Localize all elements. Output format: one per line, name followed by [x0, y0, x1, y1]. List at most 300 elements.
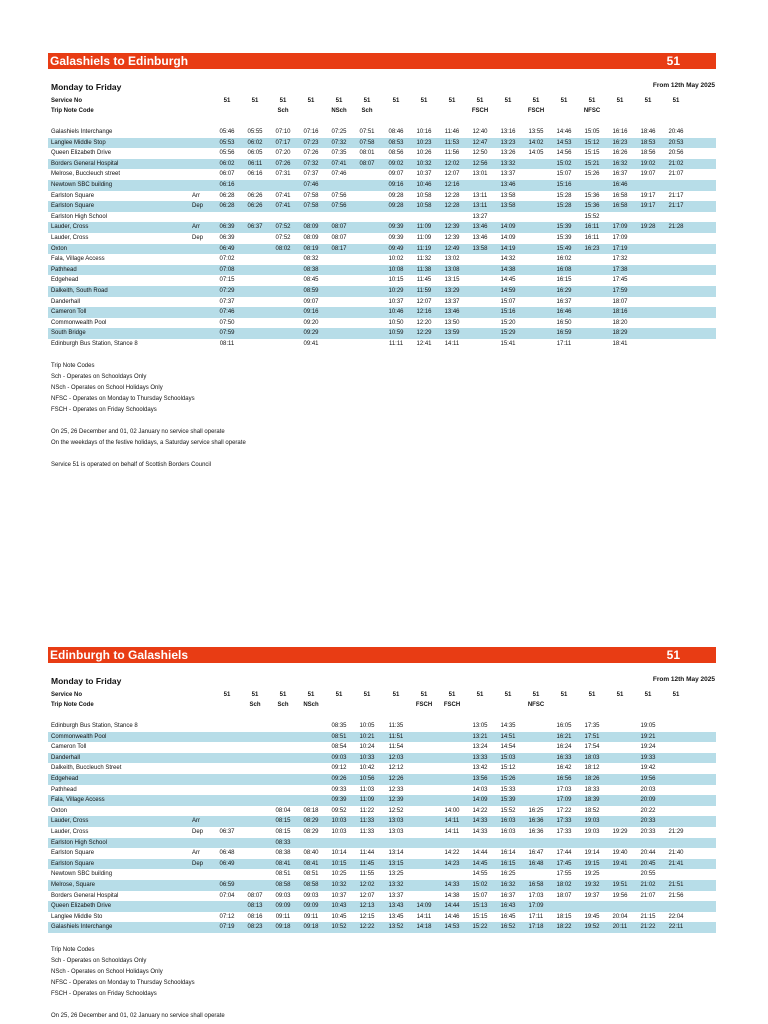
- departure-time: 08:41: [303, 860, 319, 867]
- departure-time: 10:46: [388, 309, 404, 316]
- departure-time: 07:56: [331, 203, 347, 210]
- departure-time: 12:07: [416, 298, 432, 305]
- service-number: 51: [672, 692, 680, 698]
- trip-note-code: Sch: [277, 108, 289, 114]
- departure-time: 16:26: [612, 150, 628, 157]
- trip-note-code: FSCH: [443, 702, 461, 708]
- departure-time: 17:45: [612, 277, 628, 284]
- service-number-label: Service No: [51, 98, 83, 104]
- departure-time: 20:11: [612, 924, 628, 931]
- departure-time: 16:11: [584, 234, 600, 241]
- departure-time: 08:16: [247, 913, 263, 920]
- departure-time: 14:38: [500, 266, 516, 273]
- departure-time: 12:13: [359, 903, 375, 910]
- service-number: 51: [616, 692, 624, 698]
- departure-time: 16:08: [556, 266, 572, 273]
- departure-time: 16:36: [528, 818, 544, 825]
- departure-time: 13:32: [500, 160, 516, 167]
- departure-time: 15:07: [472, 892, 488, 899]
- service-number: 51: [476, 692, 484, 698]
- departure-time: 16:37: [500, 892, 516, 899]
- service-number: 51: [279, 692, 287, 698]
- departure-time: 08:17: [331, 245, 347, 252]
- service-number: 51: [223, 692, 231, 698]
- departure-time: 12:26: [388, 775, 404, 782]
- departure-time: 07:46: [219, 309, 235, 316]
- departure-time: 08:07: [247, 892, 263, 899]
- departure-time: 14:51: [500, 733, 516, 740]
- departure-time: 18:03: [584, 754, 600, 761]
- timetable-row: [48, 869, 716, 880]
- service-number-label: Service No: [51, 692, 83, 698]
- departure-time: 14:05: [528, 150, 544, 157]
- arr-dep-label: Dep: [192, 860, 204, 867]
- departure-time: 15:36: [584, 203, 600, 210]
- footnote-line: Service 51 is operated on behalf of Scottish Borders Council: [51, 462, 212, 469]
- service-number: 51: [476, 98, 484, 104]
- departure-time: 11:33: [359, 828, 375, 835]
- departure-time: 10:37: [416, 171, 432, 178]
- departure-time: 10:32: [416, 160, 432, 167]
- departure-time: 14:11: [444, 340, 460, 347]
- departure-time: 17:45: [556, 860, 572, 867]
- departure-time: 21:40: [668, 850, 684, 857]
- departure-time: 08:56: [388, 150, 404, 157]
- timetable-row: [48, 753, 716, 764]
- departure-time: 05:55: [247, 129, 263, 135]
- departure-time: 06:02: [219, 160, 235, 167]
- departure-time: 16:52: [500, 924, 516, 931]
- departure-time: 10:45: [331, 913, 347, 920]
- timetable-row: [48, 169, 716, 180]
- departure-time: 21:15: [640, 913, 656, 920]
- departure-time: 16:24: [556, 744, 572, 751]
- departure-time: 17:22: [556, 807, 572, 814]
- departure-time: 08:38: [275, 850, 291, 857]
- departure-time: 16:23: [584, 245, 600, 252]
- timetable-row: [48, 254, 716, 265]
- departure-time: 08:58: [303, 881, 319, 888]
- departure-time: 07:08: [219, 266, 235, 273]
- stop-name: Dalkeith, South Road: [51, 287, 108, 294]
- timetable-row: [48, 297, 716, 308]
- departure-time: 20:46: [668, 129, 684, 135]
- departure-time: 18:12: [584, 765, 600, 772]
- effective-date: From 12th May 2025: [652, 676, 715, 683]
- departure-time: 07:52: [275, 224, 291, 231]
- departure-time: 18:52: [584, 807, 600, 814]
- timetable-row: [48, 742, 716, 753]
- departure-time: 16:36: [528, 828, 544, 835]
- service-number: 51: [307, 692, 315, 698]
- service-number: 51: [448, 692, 456, 698]
- service-number: 51: [448, 98, 456, 104]
- departure-time: 21:56: [668, 892, 684, 899]
- departure-time: 11:09: [416, 224, 432, 231]
- departure-time: 12:12: [388, 765, 404, 772]
- departure-time: 09:39: [388, 234, 404, 241]
- timetable-row: [48, 827, 716, 838]
- departure-time: 08:11: [219, 340, 235, 347]
- departure-time: 12:22: [359, 924, 375, 931]
- departure-time: 09:33: [331, 786, 347, 793]
- service-number: 51: [532, 98, 540, 104]
- departure-time: 20:44: [640, 850, 656, 857]
- departure-time: 17:51: [584, 733, 600, 740]
- stop-name: Borders General Hospital: [51, 892, 119, 899]
- departure-time: 07:37: [219, 298, 235, 305]
- departure-time: 15:39: [556, 234, 572, 241]
- departure-time: 07:16: [303, 129, 319, 135]
- departure-time: 14:44: [444, 903, 460, 910]
- stop-name: Galashiels Interchange: [51, 129, 113, 135]
- service-number: 51: [420, 98, 428, 104]
- footnote-line: Trip Note Codes: [51, 946, 95, 953]
- departure-time: 18:22: [556, 924, 572, 931]
- departure-time: 13:46: [500, 181, 516, 188]
- arr-dep-label: Dep: [192, 828, 204, 835]
- timetable-row: [48, 785, 716, 796]
- footnote-line: Sch - Operates on Schooldays Only: [51, 957, 147, 964]
- trip-note-row: [48, 700, 716, 710]
- departure-time: 07:50: [219, 319, 235, 326]
- departure-time: 14:45: [472, 860, 488, 867]
- service-number: 51: [644, 692, 652, 698]
- departure-time: 13:08: [444, 266, 460, 273]
- departure-time: 13:58: [500, 192, 516, 199]
- departure-time: 15:12: [500, 765, 516, 772]
- departure-time: 11:46: [444, 129, 460, 135]
- departure-time: 20:09: [640, 797, 656, 804]
- departure-time: 16:37: [612, 171, 628, 178]
- departure-time: 17:19: [612, 245, 628, 252]
- departure-time: 12:07: [359, 892, 375, 899]
- departure-time: 07:12: [219, 913, 235, 920]
- departure-time: 18:07: [612, 298, 628, 305]
- stop-name: Earlston Square: [51, 192, 95, 199]
- departure-time: 15:39: [500, 797, 516, 804]
- departure-time: 15:16: [556, 181, 572, 188]
- departure-time: 12:28: [444, 192, 460, 199]
- departure-time: 09:20: [303, 319, 319, 326]
- stop-name: Newtown SBC building: [51, 181, 113, 188]
- departure-time: 06:28: [219, 203, 235, 210]
- stop-name: Pathhead: [51, 786, 77, 793]
- service-number: 51: [392, 98, 400, 104]
- departure-time: 19:03: [584, 818, 600, 825]
- departure-time: 19:05: [640, 723, 656, 729]
- departure-time: 11:09: [416, 234, 432, 241]
- departure-time: 13:21: [472, 733, 488, 740]
- departure-time: 13:55: [528, 129, 544, 135]
- timetable-row: [48, 148, 716, 159]
- departure-time: 08:29: [303, 828, 319, 835]
- departure-time: 21:02: [668, 160, 684, 167]
- departure-time: 08:15: [275, 818, 291, 825]
- service-number: 51: [504, 692, 512, 698]
- departure-time: 15:49: [556, 245, 572, 252]
- departure-time: 14:00: [444, 807, 460, 814]
- departure-time: 14:03: [472, 786, 488, 793]
- departure-time: 15:03: [500, 754, 516, 761]
- departure-time: 16:16: [612, 129, 628, 135]
- departure-time: 13:58: [500, 203, 516, 210]
- departure-time: 13:03: [388, 818, 404, 825]
- route-number: 51: [666, 648, 680, 662]
- departure-time: 19:28: [640, 224, 656, 231]
- stop-name: Edgehead: [51, 775, 79, 782]
- service-number: 51: [363, 692, 371, 698]
- stop-name: Oxton: [51, 245, 68, 252]
- departure-time: 12:16: [444, 181, 460, 188]
- stop-name: Danderhall: [51, 754, 81, 761]
- departure-time: 13:56: [472, 775, 488, 782]
- departure-time: 19:41: [612, 860, 628, 867]
- departure-time: 14:32: [500, 256, 516, 263]
- timetable-row: [48, 222, 716, 233]
- departure-time: 08:18: [303, 807, 319, 814]
- timetable-row: [48, 859, 716, 870]
- departure-time: 15:13: [472, 903, 488, 910]
- departure-time: 10:23: [416, 139, 432, 146]
- departure-time: 13:32: [388, 881, 404, 888]
- effective-date: From 12th May 2025: [652, 82, 715, 89]
- service-number: 51: [420, 692, 428, 698]
- departure-time: 08:35: [331, 723, 347, 729]
- departure-time: 12:16: [416, 309, 432, 316]
- departure-time: 18:02: [556, 881, 572, 888]
- departure-time: 19:25: [584, 871, 600, 878]
- departure-time: 17:09: [612, 234, 628, 241]
- departure-time: 17:09: [528, 903, 544, 910]
- departure-time: 08:29: [303, 818, 319, 825]
- departure-time: 08:38: [303, 266, 319, 273]
- departure-time: 19:33: [640, 754, 656, 761]
- departure-time: 19:56: [612, 892, 628, 899]
- timetable-row: [48, 233, 716, 244]
- service-number: 51: [363, 98, 371, 104]
- departure-time: 07:17: [275, 139, 291, 146]
- departure-time: 08:02: [275, 245, 291, 252]
- departure-time: 07:32: [303, 160, 319, 167]
- departure-time: 18:46: [640, 129, 656, 135]
- departure-time: 10:14: [331, 850, 347, 857]
- departure-time: 10:05: [359, 723, 375, 729]
- departure-time: 12:52: [388, 807, 404, 814]
- timetable-row: [48, 848, 716, 859]
- departure-time: 06:16: [219, 181, 235, 188]
- departure-time: 09:16: [303, 309, 319, 316]
- departure-time: 22:11: [668, 924, 684, 931]
- departure-time: 12:02: [359, 881, 375, 888]
- departure-time: 12:02: [444, 160, 460, 167]
- stop-name: Lauder, Cross: [51, 224, 89, 231]
- departure-time: 10:26: [416, 150, 432, 157]
- departure-time: 10:25: [331, 871, 347, 878]
- departure-time: 13:14: [388, 850, 404, 857]
- departure-time: 16:59: [556, 330, 572, 337]
- departure-time: 09:07: [303, 298, 319, 305]
- departure-time: 13:24: [472, 744, 488, 751]
- footnote-line: Sch - Operates on Schooldays Only: [51, 374, 147, 381]
- departure-time: 20:03: [640, 786, 656, 793]
- departure-time: 05:46: [219, 129, 235, 135]
- service-number: 51: [644, 98, 652, 104]
- departure-time: 15:05: [584, 129, 600, 135]
- departure-time: 12:56: [472, 160, 488, 167]
- departure-time: 08:51: [331, 733, 347, 740]
- timetable-row: [48, 838, 716, 849]
- departure-time: 18:26: [584, 775, 600, 782]
- departure-time: 10:24: [359, 744, 375, 751]
- departure-time: 07:02: [219, 256, 235, 263]
- departure-time: 11:09: [359, 797, 375, 804]
- departure-time: 10:15: [388, 277, 404, 284]
- departure-time: 11:11: [388, 340, 404, 347]
- departure-time: 08:04: [275, 807, 291, 814]
- departure-time: 06:49: [219, 860, 235, 867]
- stop-name: Oxton: [51, 807, 68, 814]
- subheader: [48, 676, 716, 690]
- departure-time: 08:41: [275, 860, 291, 867]
- departure-time: 19:37: [584, 892, 600, 899]
- departure-time: 12:40: [472, 129, 488, 135]
- arr-dep-label: Arr: [192, 818, 200, 825]
- departure-time: 10:29: [388, 287, 404, 294]
- departure-time: 16:21: [556, 733, 572, 740]
- departure-time: 07:51: [359, 129, 375, 135]
- departure-time: 08:33: [275, 839, 291, 846]
- departure-time: 11:53: [444, 139, 460, 146]
- departure-time: 08:32: [303, 256, 319, 263]
- service-number: 51: [588, 692, 596, 698]
- departure-time: 09:49: [388, 245, 404, 252]
- departure-time: 13:46: [472, 224, 488, 231]
- departure-time: 16:43: [500, 903, 516, 910]
- departure-time: 14:09: [500, 224, 516, 231]
- departure-time: 08:58: [275, 881, 291, 888]
- stop-name: Edgehead: [51, 277, 79, 284]
- departure-time: 14:22: [444, 850, 460, 857]
- stop-name: Earlston Square: [51, 850, 95, 857]
- departure-time: 13:16: [500, 129, 516, 135]
- route-number: 51: [666, 54, 680, 68]
- departure-time: 14:09: [500, 234, 516, 241]
- timetable-row: [48, 901, 716, 912]
- departure-time: 10:37: [331, 892, 347, 899]
- departure-time: 11:45: [359, 860, 375, 867]
- departure-time: 12:39: [388, 797, 404, 804]
- departure-time: 11:54: [388, 744, 404, 751]
- departure-time: 19:03: [584, 828, 600, 835]
- departure-time: 13:01: [472, 171, 488, 178]
- departure-time: 08:59: [303, 287, 319, 294]
- departure-time: 10:15: [331, 860, 347, 867]
- departure-time: 12:15: [359, 913, 375, 920]
- departure-time: 11:44: [359, 850, 375, 857]
- departure-time: 14:38: [444, 892, 460, 899]
- service-number: 51: [335, 692, 343, 698]
- stop-name: Borders General Hospital: [51, 160, 119, 167]
- departure-time: 09:39: [331, 797, 347, 804]
- departure-time: 17:35: [584, 723, 600, 729]
- departure-time: 20:33: [640, 818, 656, 825]
- departure-time: 19:07: [640, 171, 656, 178]
- stop-name: Lauder, Cross: [51, 234, 89, 241]
- departure-time: 16:42: [556, 765, 572, 772]
- departure-time: 07:46: [303, 181, 319, 188]
- departure-time: 10:37: [388, 298, 404, 305]
- timetable-row: [48, 275, 716, 286]
- timetable-row: [48, 880, 716, 891]
- timetable-row: [48, 721, 716, 732]
- departure-time: 10:50: [388, 319, 404, 326]
- stop-name: Earlston High School: [51, 839, 108, 846]
- departure-time: 11:35: [388, 723, 404, 729]
- departure-time: 18:16: [612, 309, 628, 316]
- stop-name: Fala, Village Access: [51, 256, 105, 263]
- departure-time: 14:33: [472, 828, 488, 835]
- timetable-row: [48, 212, 716, 223]
- departure-time: 08:09: [303, 224, 319, 231]
- departure-time: 14:11: [444, 818, 460, 825]
- departure-time: 05:56: [219, 150, 235, 157]
- footnote-line: NSch - Operates on School Holidays Only: [51, 385, 163, 392]
- departure-time: 09:18: [275, 924, 291, 931]
- departure-time: 08:53: [388, 139, 404, 146]
- trip-note-code: FSCH: [527, 108, 545, 114]
- departure-time: 06:59: [219, 881, 235, 888]
- arr-dep-label: Arr: [192, 192, 200, 199]
- departure-time: 07:58: [359, 139, 375, 146]
- departure-time: 11:45: [416, 277, 432, 284]
- departure-time: 09:28: [388, 203, 404, 210]
- service-number: 51: [504, 98, 512, 104]
- departure-time: 11:03: [359, 786, 375, 793]
- timetable-row: [48, 265, 716, 276]
- departure-time: 20:45: [640, 860, 656, 867]
- departure-time: 13:02: [444, 256, 460, 263]
- departure-time: 16:32: [612, 160, 628, 167]
- departure-time: 12:28: [444, 203, 460, 210]
- departure-time: 15:02: [556, 160, 572, 167]
- departure-time: 06:39: [219, 224, 235, 231]
- stop-name: Pathhead: [51, 266, 77, 273]
- stop-name: Queen Elizabeth Drive: [51, 903, 112, 910]
- stop-name: Langlee Middle Stop: [51, 139, 106, 146]
- departure-time: 06:02: [247, 139, 263, 146]
- stop-name: Dalkeith, Buccleuch Street: [51, 765, 122, 772]
- departure-time: 16:15: [500, 860, 516, 867]
- departure-time: 20:56: [668, 150, 684, 157]
- departure-time: 14:53: [556, 139, 572, 146]
- departure-time: 16:58: [612, 203, 628, 210]
- stop-name: Edinburgh Bus Station, Stance 8: [51, 340, 138, 347]
- departure-time: 08:51: [303, 871, 319, 878]
- departure-time: 10:03: [331, 818, 347, 825]
- timetable-row: [48, 201, 716, 212]
- departure-time: 14:53: [444, 924, 460, 931]
- departure-time: 16:56: [556, 775, 572, 782]
- departure-time: 17:33: [556, 828, 572, 835]
- departure-time: 21:17: [668, 192, 684, 199]
- departure-time: 16:25: [500, 871, 516, 878]
- departure-time: 13:59: [444, 330, 460, 337]
- departure-time: 16:58: [528, 881, 544, 888]
- departure-time: 16:48: [528, 860, 544, 867]
- title-banner: [48, 53, 716, 69]
- stop-name: Earlston Square: [51, 860, 95, 867]
